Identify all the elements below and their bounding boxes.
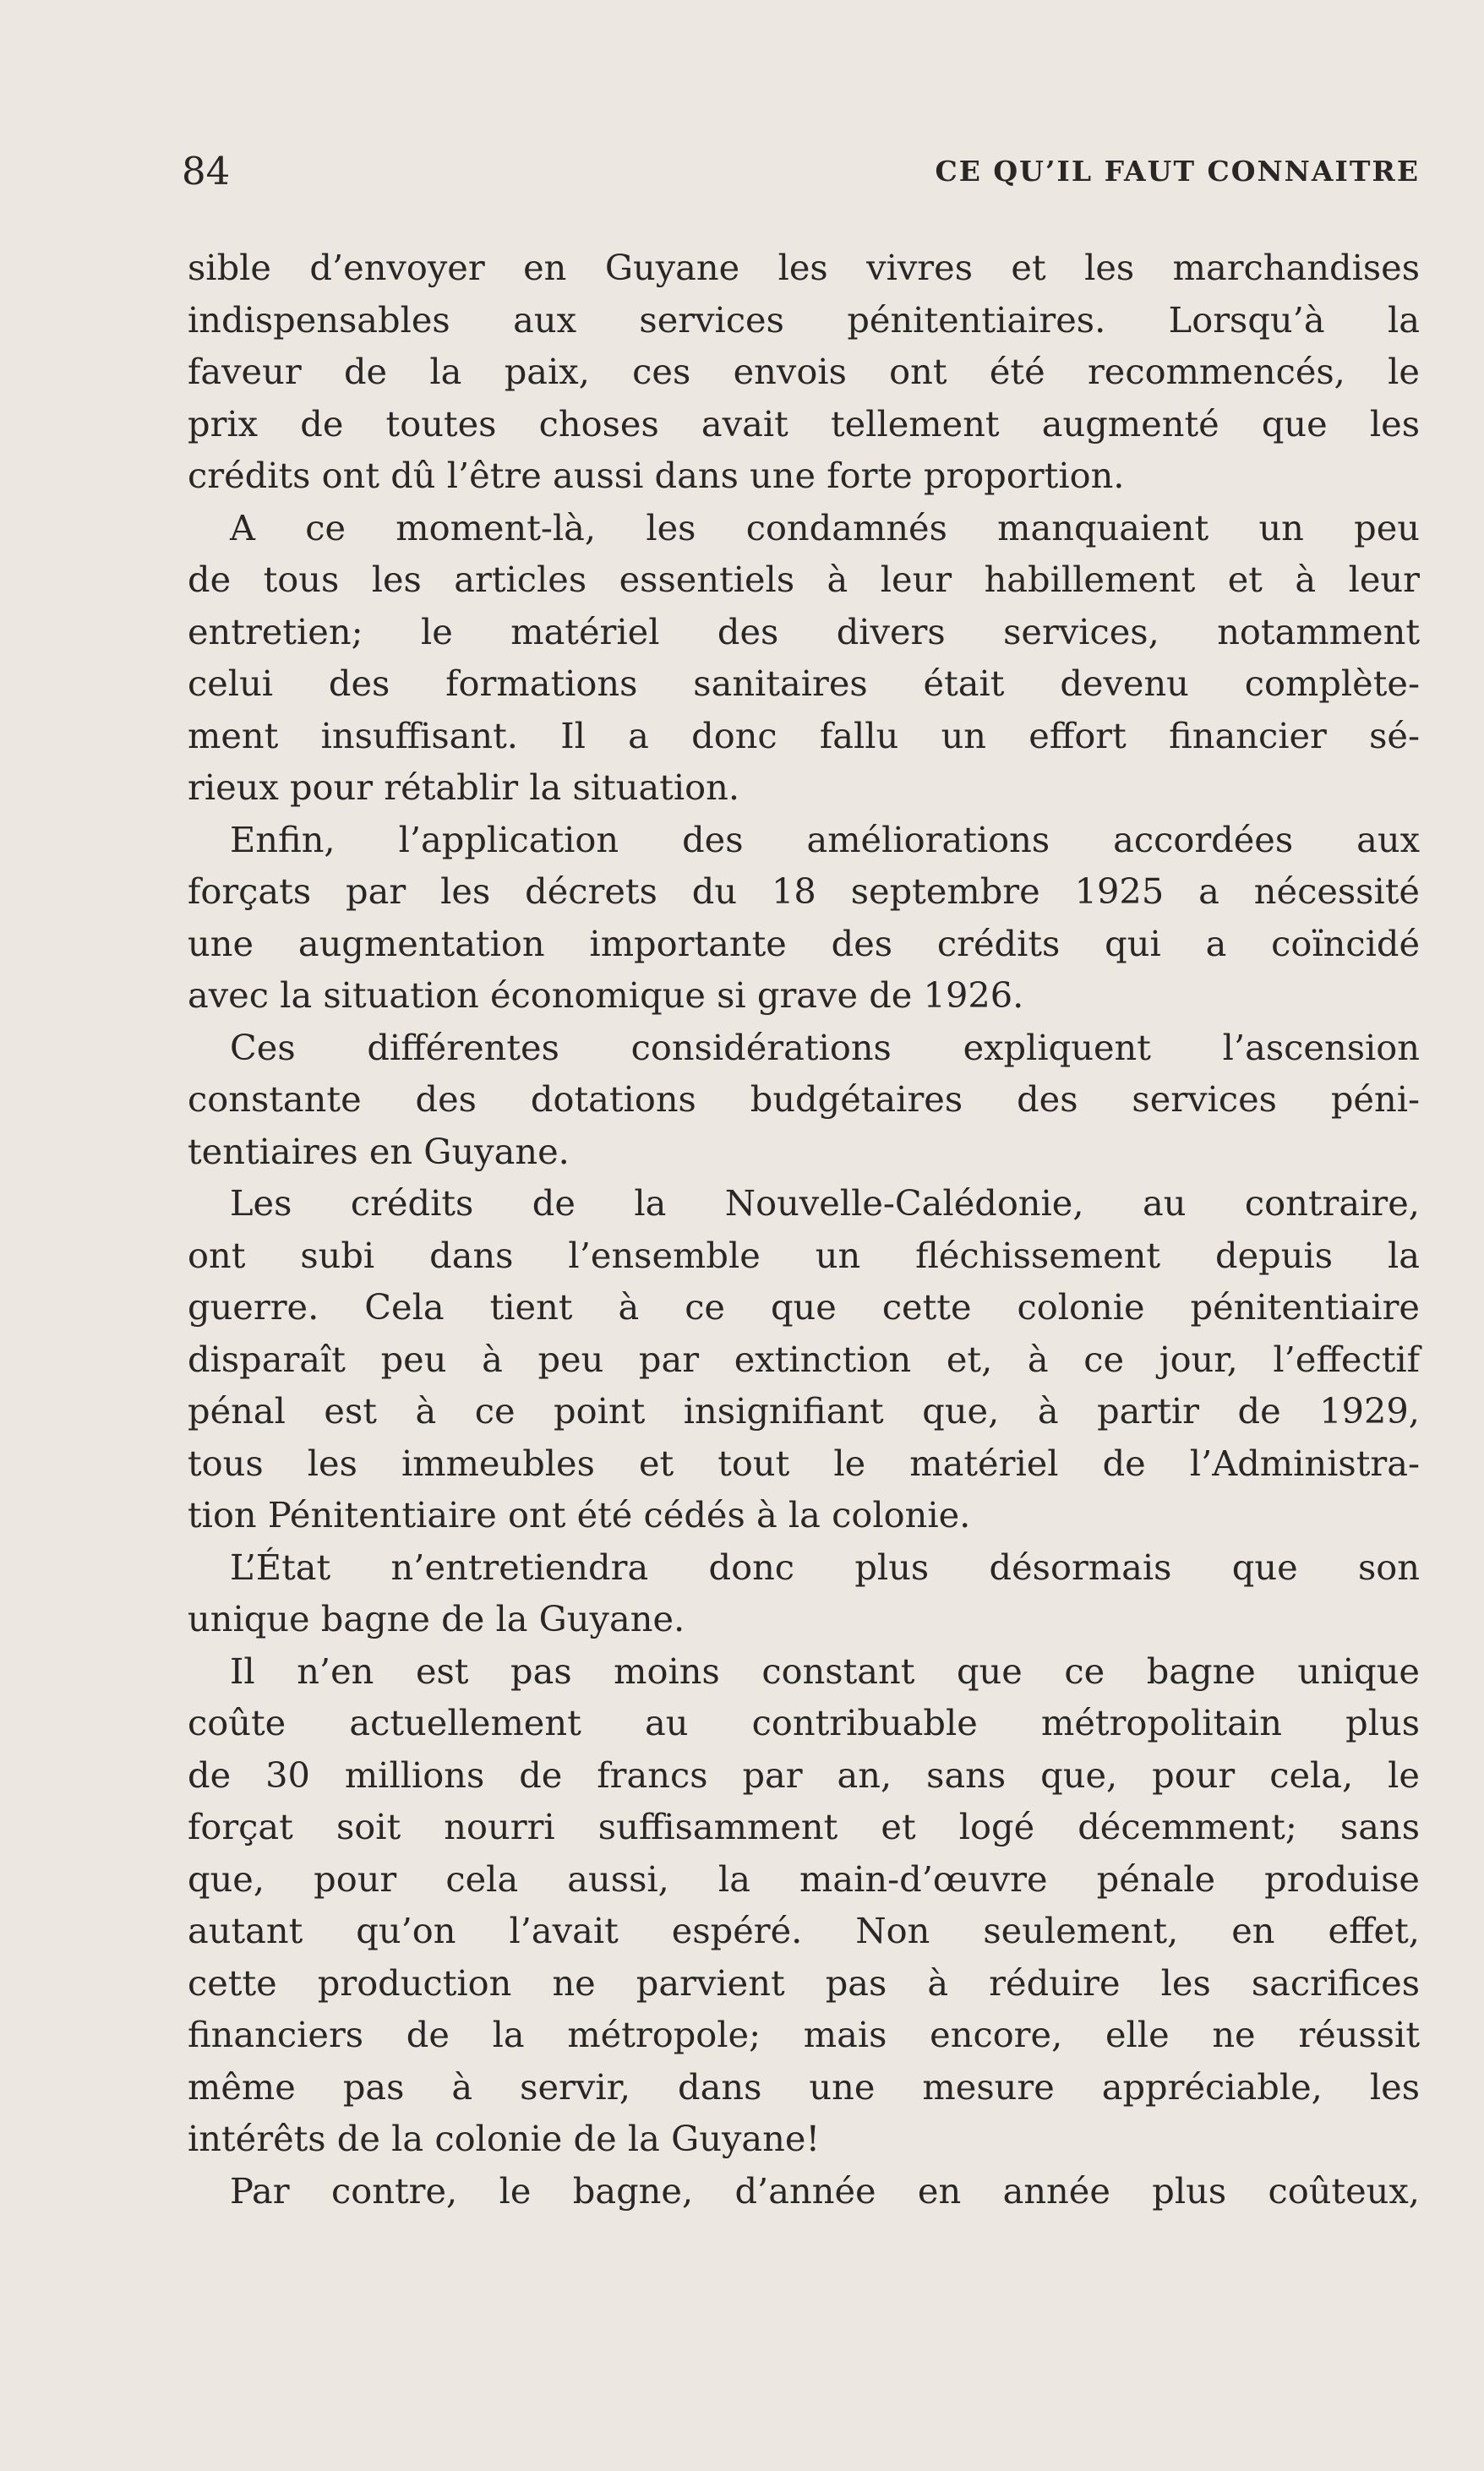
text-line: cette production ne parvient pas à réduire les sacrifices <box>188 1961 1420 2004</box>
text-line: faveur de la paix, ces envois ont été recommencés, le <box>188 351 1420 392</box>
text-line: entretien; le matériel des divers services, notamment <box>188 610 1420 652</box>
text-line: constante des dotations budgétaires des services péni- <box>188 1078 1420 1120</box>
text-line: coûte actuellement au contribuable métropolitain plus <box>188 1702 1420 1743</box>
text-line: Il n’en est pas moins constant que ce bagne unique <box>230 1650 1420 1692</box>
text-line: Ces différentes considérations expliquent l’ascension <box>230 1026 1420 1068</box>
running-head: CE QU’IL FAUT CONNAITRE <box>935 155 1420 188</box>
text-line: financiers de la métropole; mais encore, elle ne réussit <box>188 2014 1420 2055</box>
page-number: 84 <box>182 149 231 194</box>
text-line: pénal est à ce point insignifiant que, à partir de 1929, <box>188 1390 1420 1432</box>
text-line: forçat soit nourri suffisamment et logé décemment; sans <box>188 1806 1420 1847</box>
text-line: de 30 millions de francs par an, sans que, pour cela, le <box>188 1754 1420 1796</box>
text-line: Les crédits de la Nouvelle-Calédonie, au contraire, <box>230 1182 1420 1224</box>
text-line: sible d’envoyer en Guyane les vivres et les marchandises <box>188 247 1420 288</box>
text-line: Enfin, l’application des améliorations accordées aux <box>230 818 1420 860</box>
text-line: tous les immeubles et tout le matériel de l’Administra- <box>188 1442 1420 1484</box>
page-header <box>182 142 1420 201</box>
text-line: même pas à servir, dans une mesure appréciable, les <box>188 2065 1420 2108</box>
body-text <box>188 242 1420 2217</box>
text-line: indispensables aux services pénitentiaires. Lorsqu’à la <box>188 298 1420 341</box>
text-line: L’État n’entretiendra donc plus désormais que son <box>230 1546 1420 1588</box>
text-line: prix de toutes choses avait tellement augmenté que les <box>188 402 1420 445</box>
text-line: Par contre, le bagne, d’année en année plus coûteux, <box>230 2169 1420 2212</box>
text-line: forçats par les décrets du 18 septembre 1925 a nécessité <box>188 870 1420 912</box>
text-line: de tous les articles essentiels à leur habillement et à leur <box>188 559 1420 600</box>
text-line: intérêts de la colonie de la Guyane! <box>188 2118 821 2159</box>
text-line: guerre. Cela tient à ce que cette colonie pénitentiaire <box>188 1286 1420 1328</box>
text-line: celui des formations sanitaires était devenu complète- <box>188 663 1420 704</box>
text-line: autant qu’on l’avait espéré. Non seulement, en effet, <box>188 1910 1420 1951</box>
text-line: avec la situation économique si grave de 1926. <box>188 974 1024 1016</box>
text-line: rieux pour rétablir la situation. <box>188 766 740 808</box>
text-line: tentiaires en Guyane. <box>188 1130 570 1172</box>
text-line: unique bagne de la Guyane. <box>188 1598 685 1639</box>
text-line: que, pour cela aussi, la main-d’œuvre pénale produise <box>188 1857 1420 1900</box>
text-line: tion Pénitentiaire ont été cédés à la colonie. <box>188 1494 971 1536</box>
text-line: crédits ont dû l’être aussi dans une forte proportion. <box>188 455 1125 496</box>
text-line: ment insuffisant. Il a donc fallu un effort financier sé- <box>188 714 1420 756</box>
text-line: ont subi dans l’ensemble un fléchissement depuis la <box>188 1234 1420 1276</box>
text-line: A ce moment-là, les condamnés manquaient un peu <box>230 506 1420 548</box>
text-line: une augmentation importante des crédits qui a coïncidé <box>188 922 1420 964</box>
text-line: disparaît peu à peu par extinction et, à ce jour, l’effectif <box>188 1338 1420 1380</box>
